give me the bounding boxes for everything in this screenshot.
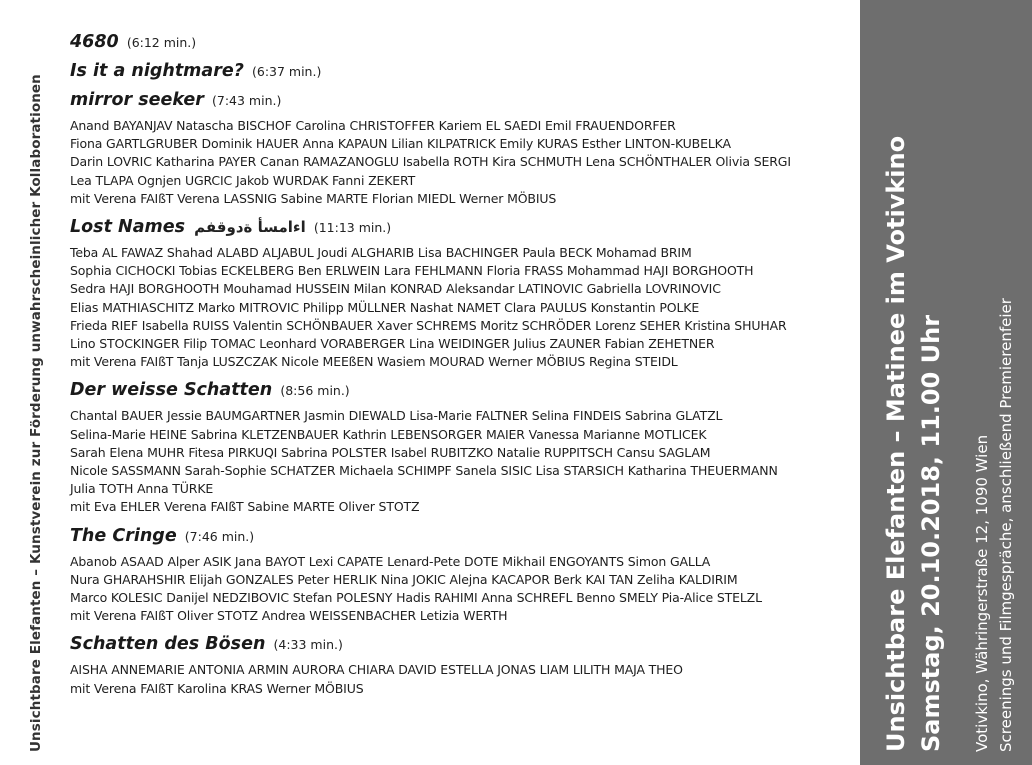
credits-line: Chantal BAUER Jessie BAUMGARTNER Jasmin DIEWALD Lisa-Marie FALTNER Selina FINDEIS Sabrina GLATZL	[70, 408, 723, 424]
film-duration: (6:12 min.)	[126, 35, 197, 50]
credits-line: mit Verena FAIßT Verena LASSNIG Sabine MARTE Florian MIEDL Werner MÖBIUS	[70, 190, 557, 206]
credits-line: Darin LOVRIC Katharina PAYER Canan RAMAZANOGLU Isabella ROTH Kira SCHMUTH Lena SCHÖNTHALER Olivia SERGI	[70, 154, 791, 170]
film-duration: (6:37 min.)	[251, 64, 322, 79]
film-entry	[70, 378, 850, 516]
film-heading	[70, 215, 850, 240]
film-duration: (8:56 min.)	[280, 383, 350, 399]
film-heading	[70, 524, 850, 549]
credits-line: Sarah Elena MUHR Fitesa PIRKUQI Sabrina POLSTER Isabel RUBITZKO Natalie RUPPITSCH Cansu SAGLAM	[70, 444, 711, 460]
credits-line: Selina-Marie HEINE Sabrina KLETZENBAUER Kathrin LEBENSORGER MAIER Vanessa Marianne MOTLICEK	[70, 426, 707, 442]
film-title: Schatten des Bösen	[70, 634, 266, 655]
credits-line: mit Eva EHLER Verena FAIßT Sabine MARTE Oliver STOTZ	[70, 499, 420, 515]
film-arabic-title: اءامسأ ةدوقفم	[194, 218, 306, 237]
event-date-time: Samstag, 20.10.2018, 11.00 Uhr	[917, 314, 945, 752]
film-duration: (7:46 min.)	[184, 528, 255, 544]
film-duration: (4:33 min.)	[273, 637, 343, 653]
credits-line: Frieda RIEF Isabella RUISS Valentin SCHÖNBAUER Xaver SCHREMS Moritz SCHRÖDER Lorenz SEHER Kristina SHUHAR	[70, 317, 787, 333]
event-program: Screenings und Filmgespräche, anschließend Premierenfeier	[997, 298, 1015, 752]
film-heading	[70, 378, 850, 403]
credits-line: mit Verena FAIßT Karolina KRAS Werner MÖBIUS	[70, 680, 364, 696]
credits-line: mit Verena FAIßT Oliver STOTZ Andrea WEISSENBACHER Letizia WERTH	[70, 608, 508, 624]
credits-line: Abanob ASAAD Alper ASIK Jana BAYOT Lexi CAPATE Lenard-Pete DOTE Mikhail ENGOYANTS Simon GALLA	[70, 553, 711, 569]
credits-line: Sophia CICHOCKI Tobias ECKELBERG Ben ERLWEIN Lara FEHLMANN Floria FRASS Mohammad HAJI BORGHOOTH	[70, 263, 754, 279]
organisation-title: Unsichtbare Elefanten – Kunstverein zur Förderung unwahrscheinlicher Kollaborationen	[28, 74, 44, 752]
film-heading	[70, 59, 850, 84]
film-list	[70, 30, 850, 705]
credits-line: mit Verena FAIßT Tanja LUSZCZAK Nicole MEEßEN Wasiem MOURAD Werner MÖBIUS Regina STEIDL	[70, 354, 678, 370]
event-title: Unsichtbare Elefanten – Matinee im Votivkino	[882, 135, 910, 752]
film-entry	[70, 30, 850, 55]
film-title: Lost Names	[70, 217, 186, 238]
credits-line: Anand BAYANJAV Natascha BISCHOF Carolina CHRISTOFFER Kariem EL SAEDI Emil FRAUENDORFER	[70, 118, 676, 133]
film-entry	[70, 88, 850, 208]
film-entry	[70, 215, 850, 371]
film-title: Der weisse Schatten	[70, 380, 273, 401]
credits-line: Nicole SASSMANN Sarah-Sophie SCHATZER Michaela SCHIMPF Sanela SISIC Lisa STARSICH Katharina THEUERMANN	[70, 463, 778, 479]
credits-line: Nura GHARAHSHIR Elijah GONZALES Peter HERLIK Nina JOKIC Alejna KACAPOR Berk KAI TAN Zeliha KALDIRIM	[70, 571, 738, 587]
film-title: The Cringe	[70, 525, 177, 546]
film-heading	[70, 88, 850, 113]
credits-line: AISHA ANNEMARIE ANTONIA ARMIN AURORA CHIARA DAVID ESTELLA JONAS LIAM LILITH MAJA THEO	[70, 662, 683, 678]
credits-line: Julia TOTH Anna TÜRKE	[70, 481, 214, 497]
left-sidebar-title	[0, 0, 70, 765]
film-duration: (11:13 min.)	[313, 220, 392, 236]
credits-line: Teba AL FAWAZ Shahad ALABD ALJABUL Joudi ALGHARIB Lisa BACHINGER Paula BECK Mohamad BRIM	[70, 245, 692, 261]
credits-line: Elias MATHIASCHITZ Marko MITROVIC Philipp MÜLLNER Nashat NAMET Clara PAULUS Konstantin POLKE	[70, 299, 700, 315]
film-heading	[70, 632, 850, 657]
film-title: Is it a nightmare?	[70, 61, 244, 81]
film-entry	[70, 59, 850, 84]
film-entry	[70, 524, 850, 626]
film-duration: (7:43 min.)	[212, 93, 282, 108]
film-title: mirror seeker	[70, 90, 204, 110]
film-title: 4680	[70, 32, 119, 52]
film-entry	[70, 632, 850, 697]
event-venue: Votivkino, Währingerstraße 12, 1090 Wien	[973, 434, 991, 752]
credits-line: Fiona GARTLGRUBER Dominik HAUER Anna KAPAUN Lilian KILPATRICK Emily KURAS Esther LINTON-KUBELKA	[70, 136, 731, 152]
credits-line: Lea TLAPA Ognjen UGRCIC Jakob WURDAK Fanni ZEKERT	[70, 172, 416, 188]
credits-line: Marco KOLESIC Danijel NEDZIBOVIC Stefan POLESNY Hadis RAHIMI Anna SCHREFL Benno SMELY Pia-Alice STELZL	[70, 590, 762, 606]
credits-line: Sedra HAJI BORGHOOTH Mouhamad HUSSEIN Milan KONRAD Aleksandar LATINOVIC Gabriella LOVRINOVIC	[70, 281, 721, 297]
film-heading	[70, 30, 850, 55]
credits-line: Lino STOCKINGER Filip TOMAC Leonhard VORABERGER Lina WEIDINGER Julius ZAUNER Fabian ZEHETNER	[70, 336, 715, 352]
